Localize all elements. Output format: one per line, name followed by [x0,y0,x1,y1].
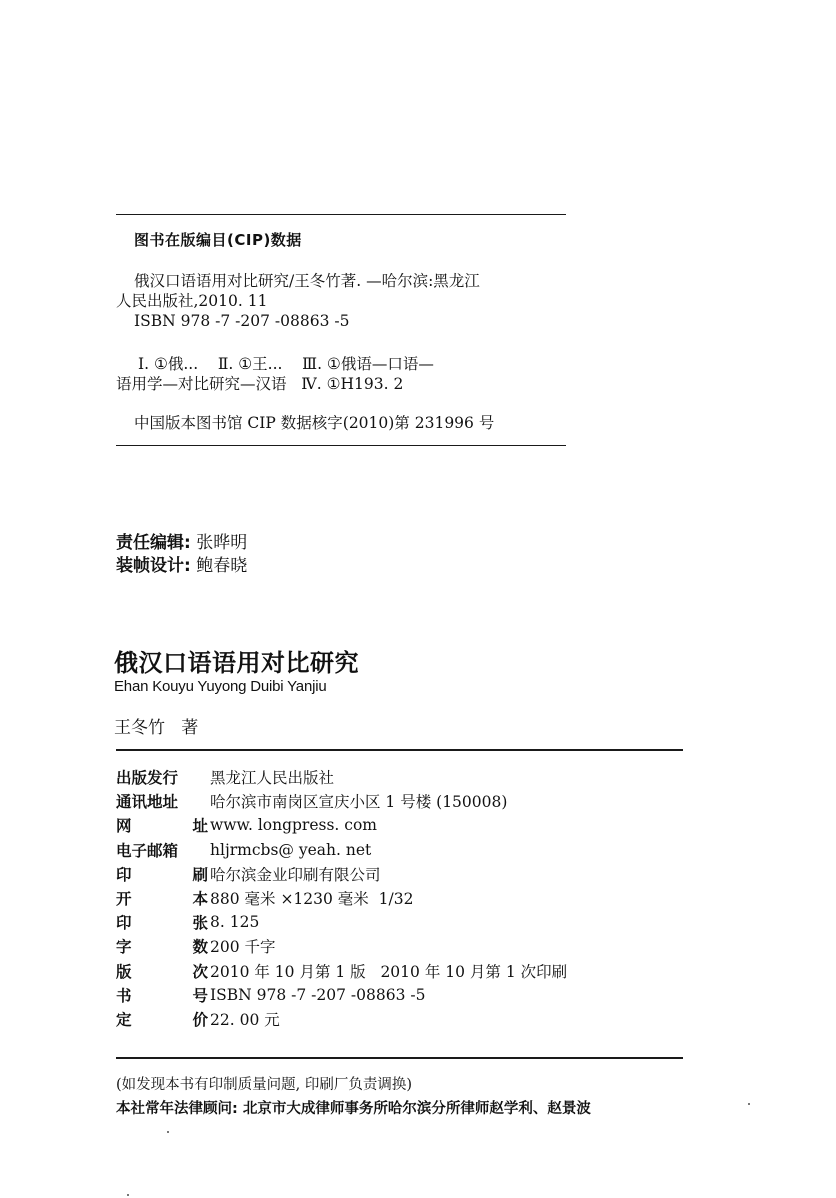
pub-row-edition [116,959,567,983]
cip-bottom-rule [116,445,566,446]
book-author: 王冬竹 著 [114,718,199,738]
pub-row-email [116,838,567,862]
pub-value: hljrmcbs@ yeah. net [210,840,372,859]
cip-isbn: ISBN 978 -7 -207 -08863 -5 [134,312,350,330]
editor-label: 责任编辑: [116,533,191,553]
pub-row-sheets [116,910,567,934]
book-title-pinyin: Ehan Kouyu Yuyong Duibi Yanjiu [114,678,327,695]
publication-bottom-rule [116,1057,683,1059]
pub-row-isbn [116,983,567,1007]
scan-speck [127,1194,129,1196]
pub-value: 8. 125 [210,913,260,932]
pub-label: 印 刷 [116,865,208,884]
publication-details [116,765,567,1031]
cip-heading: 图书在版编目(CIP)数据 [134,231,302,249]
editor-row-responsible [116,532,247,555]
editor-value: 张晔明 [196,533,248,553]
pub-label: 定 价 [116,1010,208,1029]
editor-value: 鲍春晓 [196,556,248,576]
pub-value: ISBN 978 -7 -207 -08863 -5 [210,985,426,1004]
pub-label: 书 号 [116,986,208,1005]
book-title: 俄汉口语语用对比研究 [114,649,359,677]
pub-label: 印 张 [116,914,208,933]
pub-value: 哈尔滨市南岗区宣庆小区 1 号楼 (150008) [210,793,508,812]
editor-label: 装帧设计: [116,556,191,576]
editor-row-design [116,555,247,578]
cip-classification-2: 语用学—对比研究—汉语 Ⅳ. ①H193. 2 [116,375,404,393]
quality-notice: (如发现本书有印制质量问题, 印刷厂负责调换) [116,1077,413,1093]
pub-row-format [116,886,567,910]
pub-label: 电子邮箱 [116,841,179,860]
pub-label: 通讯地址 [116,793,179,812]
pub-value: 黑龙江人民出版社 [210,769,335,788]
pub-row-printer [116,862,567,886]
pub-row-website [116,813,567,837]
cip-approval-number: 中国版本图书馆 CIP 数据核字(2010)第 231996 号 [134,414,495,432]
pub-value: 哈尔滨金业印刷有限公司 [210,865,381,884]
legal-counsel-notice: 本社常年法律顾问: 北京市大成律师事务所哈尔滨分所律师赵学利、赵景波 [116,1101,591,1117]
pub-row-price [116,1007,567,1031]
pub-value: www. longpress. com [210,816,377,835]
pub-value: 880 毫米 ×1230 毫米 1/32 [210,890,414,909]
pub-row-word-count [116,934,567,958]
pub-label: 开 本 [116,890,208,909]
pub-label: 字 数 [116,938,208,957]
pub-row-publisher [116,765,567,789]
scan-speck [167,1131,169,1133]
cip-classification-1: Ⅰ. ①俄... Ⅱ. ①王... Ⅲ. ①俄语—口语— [138,355,434,373]
pub-value: 2010 年 10 月第 1 版 2010 年 10 月第 1 次印刷 [210,962,568,981]
pub-value: 22. 00 元 [210,1010,280,1029]
pub-value: 200 千字 [210,938,276,957]
cip-line-2: 人民出版社,2010. 11 [116,292,268,310]
pub-label: 出版发行 [116,769,179,788]
pub-label: 版 次 [116,962,208,981]
scan-speck [748,1103,750,1105]
publication-top-rule [116,749,683,751]
pub-row-address [116,789,567,813]
pub-label: 网 址 [116,817,208,836]
cip-top-rule [116,214,566,215]
cip-line-1: 俄汉口语语用对比研究/王冬竹著. —哈尔滨:黑龙江 [134,272,480,290]
